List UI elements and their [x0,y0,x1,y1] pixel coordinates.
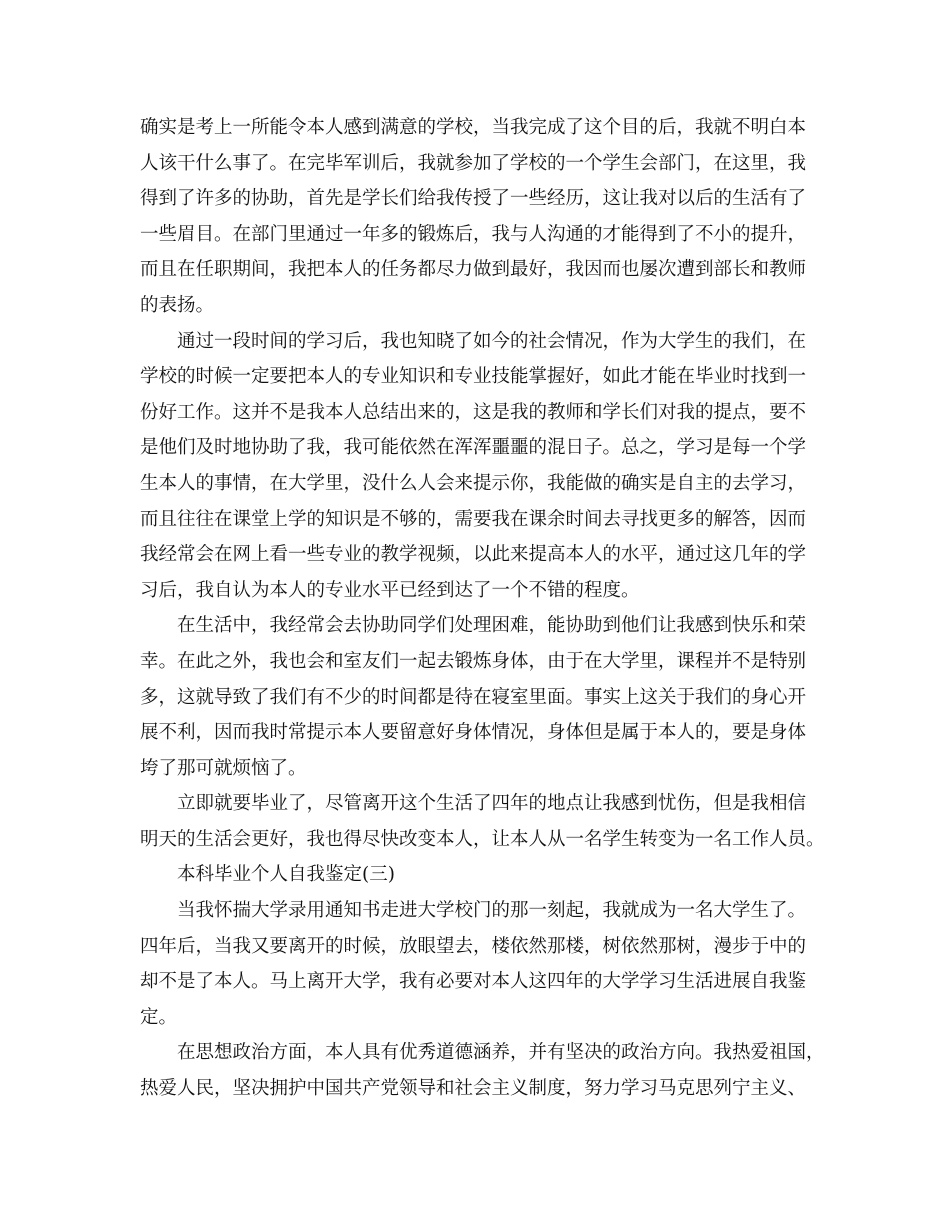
text-line: 明天的生活会更好，我也得尽快改变本人，让本人从一名学生转变为一名工作人员。 [140,828,825,850]
text-line: 在思想政治方面，本人具有优秀道德涵养，并有坚决的政治方向。我热爱祖国， [177,1042,825,1064]
text-line: 定。 [140,1006,178,1028]
text-line: 的表扬。 [140,294,215,316]
text-line: 我经常会在网上看一些专业的教学视频，以此来提高本人的水平，通过这几年的学 [140,544,807,566]
paragraph-4 [140,786,825,857]
text-line: 热爱人民，坚决拥护中国共产党领导和社会主义制度，努力学习马克思列宁主义、 [140,1078,807,1100]
text-line: 展不利，因而我时常提示本人要留意好身体情况，身体但是属于本人的，要是身体 [140,722,807,744]
text-line: 生本人的事情，在大学里，没什么人会来提示你，我能做的确实是自主的去学习， [140,472,807,494]
text-line: 份好工作。这并不是我本人总结出来的，这是我的教师和学长们对我的提点，要不 [140,401,807,423]
document-page [140,110,825,1107]
paragraph-5 [140,893,820,1035]
text-line: 得到了许多的协助，首先是学长们给我传授了一些经历，这让我对以后的生活有了 [140,188,807,210]
text-line: 学校的时候一定要把本人的专业知识和专业技能掌握好，如此才能在毕业时找到一 [140,366,807,388]
text-line: 通过一段时间的学习后，我也知晓了如今的社会情况，作为大学生的我们，在 [177,330,807,352]
text-line: 幸。在此之外，我也会和室友们一起去锻炼身体，由于在大学里，课程并不是特别 [140,650,807,672]
text-line: 人该干什么事了。在完毕军训后，我就参加了学校的一个学生会部门，在这里，我 [140,152,807,174]
section-heading [140,857,820,893]
paragraph-2 [140,324,820,609]
paragraph-6 [140,1035,825,1106]
text-line: 多，这就导致了我们有不少的时间都是待在寝室里面。事实上这关于我们的身心开 [140,686,807,708]
paragraph-3 [140,608,820,786]
text-line: 在生活中，我经常会去协助同学们处理困难，能协助到他们让我感到快乐和荣 [177,615,807,637]
text-line: 确实是考上一所能令本人感到满意的学校，当我完成了这个目的后，我就不明白本 [140,117,807,138]
text-line: 习后，我自认为本人的专业水平已经到达了一个不错的程度。 [140,579,640,601]
text-line: 垮了那可就烦恼了。 [140,757,307,779]
paragraph-1 [140,110,820,324]
text-line: 一些眉目。在部门里通过一年多的锻炼后，我与人沟通的才能得到了不小的提升， [140,223,807,245]
text-line: 而且在任职期间，我把本人的任务都尽力做到最好，我因而也屡次遭到部长和教师 [140,259,807,281]
text-line: 立即就要毕业了，尽管离开这个生活了四年的地点让我感到忧伤，但是我相信 [177,793,807,815]
text-line: 是他们及时地协助了我，我可能依然在浑浑噩噩的混日子。总之，学习是每一个学 [140,437,807,459]
text-line: 却不是了本人。马上离开大学，我有必要对本人这四年的大学学习生活进展自我鉴 [140,971,807,993]
text-line: 当我怀揣大学录用通知书走进大学校门的那一刻起，我就成为一名大学生了。 [177,900,807,922]
section-heading-text: 本科毕业个人自我鉴定(三) [177,864,395,886]
text-line: 四年后，当我又要离开的时候，放眼望去，楼依然那楼，树依然那树，漫步于中的 [140,935,807,957]
text-line: 而且往往在课堂上学的知识是不够的，需要我在课余时间去寻找更多的解答，因而 [140,508,807,530]
